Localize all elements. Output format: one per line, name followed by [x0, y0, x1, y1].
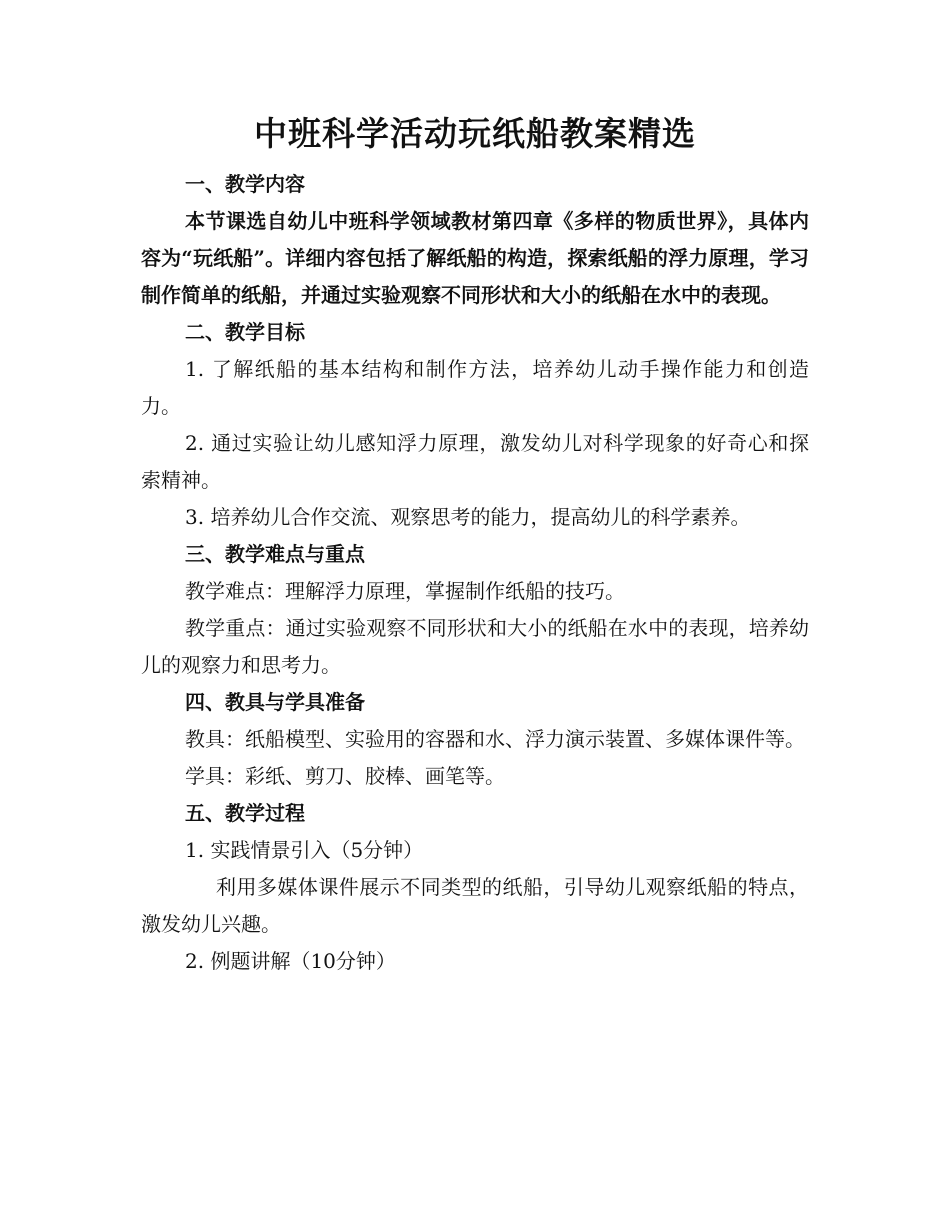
paragraph: 学具：彩纸、剪刀、胶棒、画笔等。 [185, 764, 505, 788]
section-heading: 五、教学过程 [185, 801, 305, 825]
document-title: 中班科学活动玩纸船教案精选 [254, 114, 696, 153]
section-heading: 一、教学内容 [185, 172, 305, 196]
paragraph: 本节课选自幼儿中班科学领域教材第四章《多样的物质世界》，具体内容为“玩纸船”。详细内容包括了解纸船的构造，探索纸船的浮力原理，学习制作简单的纸船，并通过实验观察不同形状和大小的纸船在水中的表现。 [141, 209, 809, 307]
paragraph: 教学重点：通过实验观察不同形状和大小的纸船在水中的表现，培养幼儿的观察力和思考力。 [141, 616, 809, 677]
section-heading: 三、教学难点与重点 [185, 542, 365, 566]
paragraph: 2. 通过实验让幼儿感知浮力原理，激发幼儿对科学现象的好奇心和探索精神。 [141, 431, 809, 492]
paragraph: 1. 实践情景引入（5分钟） [185, 838, 424, 862]
paragraph: 1. 了解纸船的基本结构和制作方法，培养幼儿动手操作能力和创造力。 [141, 357, 809, 418]
document-body [141, 166, 809, 980]
section-heading: 四、教具与学具准备 [185, 690, 365, 714]
paragraph: 利用多媒体课件展示不同类型的纸船，引导幼儿观察纸船的特点，激发幼儿兴趣。 [141, 875, 809, 936]
paragraph: 教具：纸船模型、实验用的容器和水、浮力演示装置、多媒体课件等。 [185, 727, 805, 751]
section-heading: 二、教学目标 [185, 320, 305, 344]
paragraph: 教学难点：理解浮力原理，掌握制作纸船的技巧。 [185, 579, 625, 603]
paragraph: 3. 培养幼儿合作交流、观察思考的能力，提高幼儿的科学素养。 [185, 505, 751, 529]
paragraph: 2. 例题讲解（10分钟） [185, 949, 396, 973]
